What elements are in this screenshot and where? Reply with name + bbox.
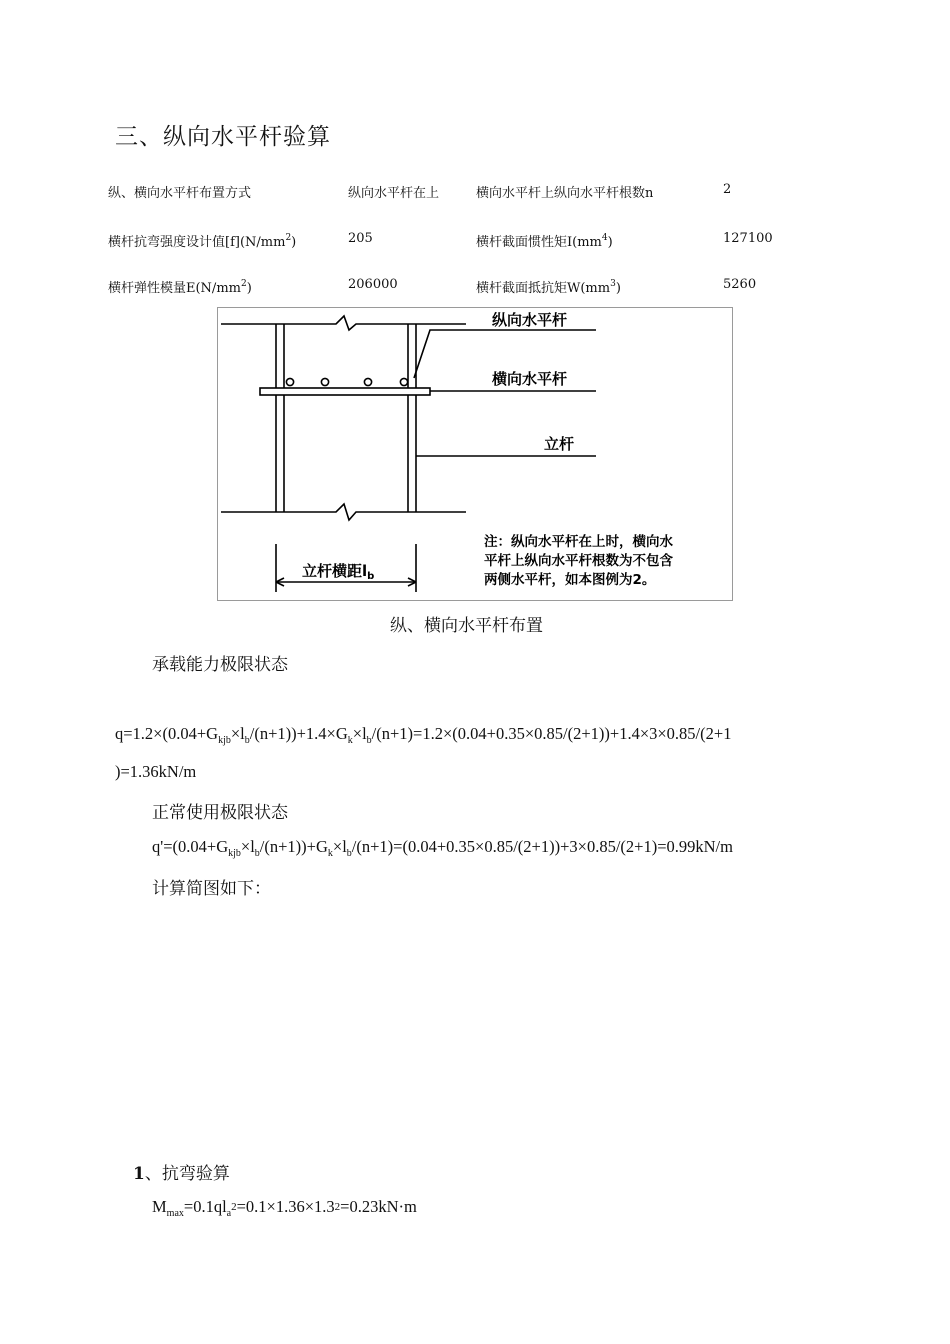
param-value-inertia: 127100 xyxy=(723,231,773,246)
param-value-layout: 纵向水平杆在上 xyxy=(348,186,440,201)
bar-section-4 xyxy=(400,378,407,385)
param-label-strength: 横杆抗弯强度设计值$[f](N/mm^2)$ xyxy=(108,233,297,250)
diagram-intro: 计算简图如下： xyxy=(152,879,271,899)
param-value-modulus: 206000 xyxy=(348,277,398,292)
bar-section-2 xyxy=(321,378,328,385)
note-line-1: 注：纵向水平杆在上时，横向水 xyxy=(484,534,673,550)
label-longitudinal: 纵向水平杆 xyxy=(492,311,568,329)
service-state-heading: 正常使用极限状态 xyxy=(152,803,288,823)
param-label-layout: 纵、横向水平杆布置方式 xyxy=(108,186,252,201)
param-label-section-modulus: 横杆截面抵抗矩$W(mm^3)$ xyxy=(476,279,621,296)
param-label-count: 横向水平杆上纵向水平杆根数n xyxy=(476,186,654,201)
label-upright: 立杆 xyxy=(544,435,575,453)
label-spacing: 立杆横距$l_b$ xyxy=(302,562,375,582)
note-line-3: 两侧水平杆，如本图例为2。 xyxy=(484,572,656,588)
formula-m: $M_{max}=0.1ql_a2=0.1\times 1.36\times 1.32=0.23kN\cdot m$ xyxy=(152,1197,417,1219)
param-value-section-modulus: 5260 xyxy=(723,277,757,292)
param-value-count: 2 xyxy=(723,182,732,197)
label-transverse: 横向水平杆 xyxy=(492,370,568,388)
section-title: 三、纵向水平杆验算 xyxy=(115,124,331,150)
figure-caption: 纵、横向水平杆布置 xyxy=(390,616,543,636)
transverse-bar xyxy=(260,388,430,395)
layout-diagram xyxy=(217,307,733,601)
param-label-modulus: 横杆弹性模量$E(N/mm^2)$ xyxy=(108,279,252,296)
bottom-longitudinal-bar xyxy=(221,504,466,520)
subsection-heading: 1、抗弯验算 xyxy=(133,1164,230,1184)
param-value-strength: 205 xyxy=(348,231,373,246)
param-label-inertia: 横杆截面惯性矩$I(mm^4)$ xyxy=(476,233,613,250)
top-longitudinal-bar xyxy=(221,316,466,330)
bar-section-1 xyxy=(286,378,293,385)
layout-diagram-svg xyxy=(218,308,732,600)
bar-section-3 xyxy=(364,378,371,385)
formula-q-line2: )=1.36kN/m xyxy=(115,762,197,781)
formula-q2: $q'=(0.04+G_{kjb}\times l_b/(n+1))+G_k\times l_b/(n+1)=(0.04+0.35\times 0.85/(2+1))+3\times 0.85/(2+1)=0.99kN/m$ xyxy=(152,837,733,859)
formula-q-line1: $q=1.2\times(0.04+G_{kjb}\times l_b/(n+1))+1.4\times G_k\times l_b/(n+1)=1.2\times(0.04+0.35\times 0.85/(2+1))+1.4\times 3\times 0.85/(2+1$ xyxy=(115,724,732,746)
note-line-2: 平杆上纵向水平杆根数为不包含 xyxy=(484,553,673,569)
ultimate-state-heading: 承载能力极限状态 xyxy=(152,655,288,675)
